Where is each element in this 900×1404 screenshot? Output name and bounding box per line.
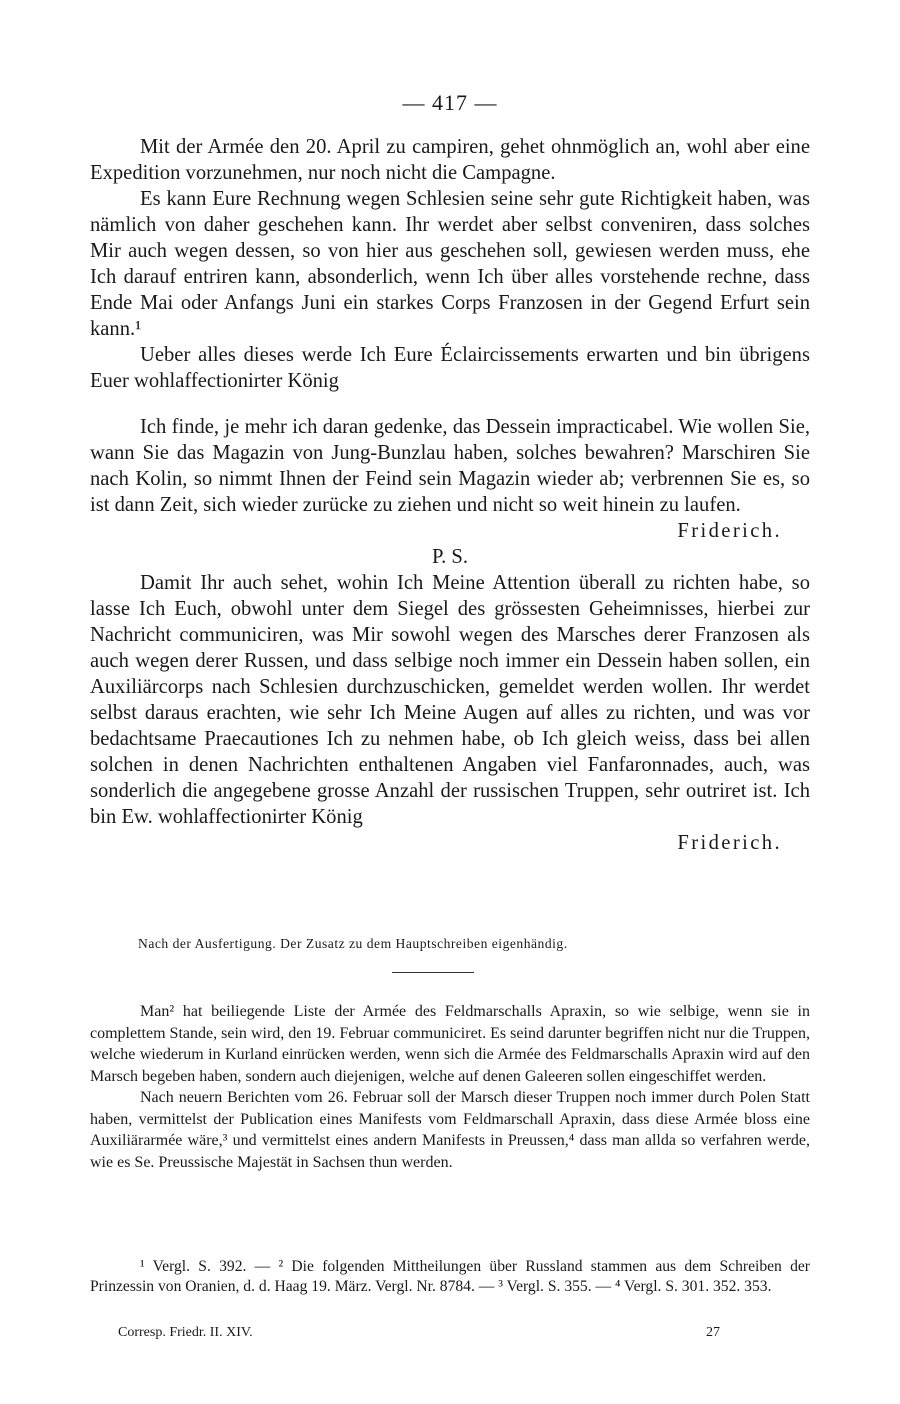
insert-body <box>90 1001 810 1173</box>
page-number: — 417 — <box>402 90 498 115</box>
signature-friderich-1: Friderich. <box>677 520 782 542</box>
letter-body <box>90 134 810 856</box>
letter-paragraph-1: Mit der Armée den 20. April zu campiren, gehet ohnmöglich an, wohl aber eine Expedition vorzunehmen, nur noch nicht die Campagne. <box>90 136 810 184</box>
footer-signature-number: 27 <box>706 1325 720 1340</box>
insert-paragraph-2: Nach neuern Berichten vom 26. Februar soll der Marsch dieser Truppen noch immer durch Polen Statt haben, vermittelst der Publication eines Manifests vom Feldmarschall Apraxin, dass diese Armée bloss eine Auxiliärarmée wäre,³ und vermittelst eines andern Manifests in Preussen,⁴ dass man allda so verfahren werde, wie es Se. Preussische Majestät in Sachsen thun werden. <box>90 1089 810 1171</box>
source-note: Nach der Ausfertigung. Der Zusatz zu dem Hauptschreiben eigenhändig. <box>138 936 568 951</box>
footnotes <box>90 1257 810 1297</box>
page-footer <box>118 1325 720 1341</box>
ps-heading: P. S. <box>431 546 469 568</box>
insert-paragraph-1: Man² hat beiliegende Liste der Armée des Feldmarschalls Apraxin, so wie selbige, wenn sie in complettem Stande, sein wird, den 19. Februar communiciret. Es seind darunter begriffen nicht nur die Truppen, welche wiederum in Kurland einrücken werden, wenn sich die Armée des Feldmarschalls Apraxin wird auf den Marsch begeben haben, sondern auch diejenigen, welche auf denen Galeeren sollen eingeschiffet werden. <box>90 1003 810 1085</box>
paragraph-gap <box>90 394 810 414</box>
letter-paragraph-4: Ich finde, je mehr ich daran gedenke, das Dessein impracticabel. Wie wollen Sie, wann Sie das Magazin von Jung-Bunzlau haben, solches bewahren? Marschiren Sie nach Kolin, so nimmt Ihnen der Feind sein Magazin wieder ab; verbrennen Sie es, so ist dann Zeit, sich wieder zurücke zu ziehen und nicht so weit hinein zu laufen. <box>90 416 810 516</box>
letter-paragraph-2: Es kann Eure Rechnung wegen Schlesien seine sehr gute Richtigkeit haben, was nämlich von daher geschehen kann. Ihr werdet aber selbst conveniren, dass solches Mir auch wegen dessen, so von hier aus geschehen soll, gewiesen werden muss, ehe Ich darauf entriren kann, absonderlich, wenn Ich über alles vorstehende rechne, dass Ende Mai oder Anfangs Juni ein starkes Corps Franzosen in der Gegend Erfurt sein kann.¹ <box>90 188 810 340</box>
ps-paragraph: Damit Ihr auch sehet, wohin Ich Meine Attention überall zu richten habe, so lasse Ich Euch, obwohl unter dem Siegel des grössesten Geheimnisses, hierbei zur Nachricht communiciren, was Mir sowohl wegen des Marsches derer Franzosen als auch wegen derer Russen, und dass selbige noch immer ein Dessein haben sollen, ein Auxiliärcorps nach Schlesien durchzuschicken, gemeldet werden wollen. Ihr werdet selbst daraus erachten, wie sehr Ich Meine Augen auf alles zu richten, und was vor bedachtsame Praecautiones Ich zu nehmen habe, ob Ich gleich weiss, dass bei allen solchen in denen Nachrichten enthaltenen Angaben viel Fanfaronnades, auch, was sonderlich die angegebene grosse Anzahl der russischen Truppen, sehr outriret ist. Ich bin Ew. wohlaffectionirter König <box>90 572 810 828</box>
letter-paragraph-3: Ueber alles dieses werde Ich Eure Éclaircissements erwarten und bin übrigens Euer wohlaffectionirter König <box>90 344 810 392</box>
footer-series-title: Corresp. Friedr. II. XIV. <box>118 1325 253 1340</box>
divider-rule <box>392 972 474 973</box>
signature-friderich-2: Friderich. <box>677 832 782 854</box>
footnote-text: ¹ Vergl. S. 392. — ² Die folgenden Mittheilungen über Russland stammen aus dem Schreiben der Prinzessin von Oranien, d. d. Haag 19. März. Vergl. Nr. 8784. — ³ Vergl. S. 355. — ⁴ Vergl. S. 301. 352. 353. <box>90 1258 810 1295</box>
